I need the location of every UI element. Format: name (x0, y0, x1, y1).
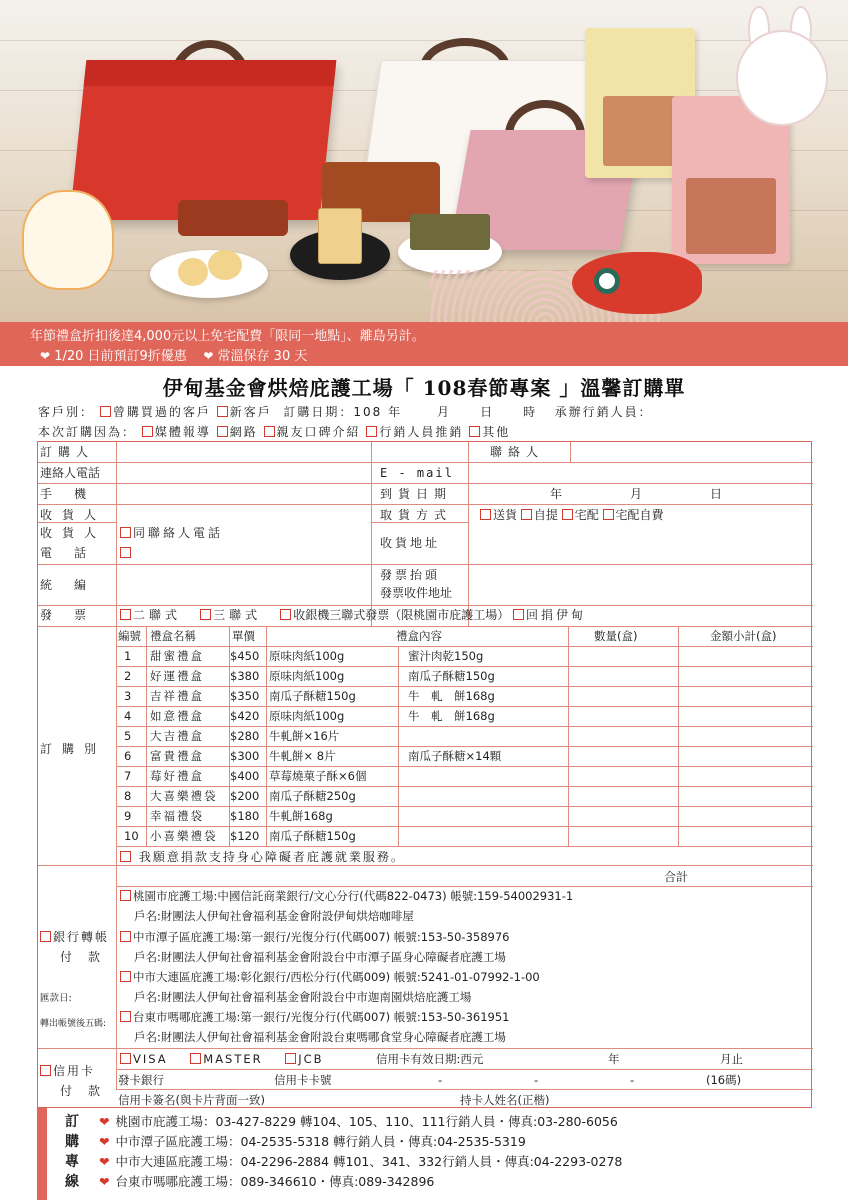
card-issuer-label: 發卡銀行 (118, 1073, 164, 1087)
order-row-content-1: 南瓜子酥糖250g (269, 789, 356, 803)
friend-checkbox[interactable] (264, 426, 275, 437)
hotline-label-char: 專 (65, 1154, 79, 1170)
order-row-price: $350 (230, 689, 260, 703)
order-month-label: 月 (436, 405, 451, 419)
order-row-amount-field[interactable] (682, 689, 808, 703)
order-row-name: 甜蜜禮盒 (150, 649, 204, 663)
cash-register-label: 收銀機三聯式發票（限桃園市庇護工場） (293, 608, 510, 622)
order-row-content-1: 草莓燒菓子酥×6個 (269, 769, 367, 783)
order-row-no: 5 (124, 729, 132, 743)
contact-phone-field[interactable] (120, 466, 368, 480)
order-row-name: 幸福禮袋 (150, 809, 204, 823)
bank-dalian-text: 中市大連區庇護工場:彰化銀行/西松分行(代碼009) 帳號:5241-01-07992-1-00 (133, 970, 540, 984)
order-row-qty-field[interactable] (572, 689, 674, 703)
card-holder-label: 持卡人姓名(正楷) (460, 1093, 550, 1107)
invoice-title-field[interactable] (472, 570, 808, 600)
heart-icon: ❤ (99, 1134, 110, 1149)
hotline-taoyuan (99, 1112, 618, 1130)
donate-option (120, 850, 405, 864)
three-part-label: 三聯式 (213, 608, 262, 622)
heart-icon: ❤ (99, 1174, 110, 1189)
donate-invoice-checkbox[interactable] (513, 609, 524, 620)
card-dash: - (534, 1073, 539, 1087)
order-row-amount-field[interactable] (682, 669, 808, 683)
order-row-price: $180 (230, 809, 260, 823)
total-field[interactable] (698, 869, 808, 883)
master-label: MASTER (203, 1052, 263, 1066)
contact-label: 聯絡人 (490, 445, 545, 459)
receiver-address-label: 收貨地址 (380, 536, 441, 550)
card-type-row (120, 1052, 324, 1066)
order-row-qty-field[interactable] (572, 769, 674, 783)
hotline-dalian (99, 1152, 622, 1170)
cash-register-checkbox[interactable] (280, 609, 291, 620)
order-row-price: $380 (230, 669, 260, 683)
order-row-qty-field[interactable] (572, 709, 674, 723)
bank-taoyuan-text: 桃園市庇護工場:中國信託商業銀行/文心分行(代碼822-0473) 帳號:159-54002931-1 (133, 889, 574, 903)
order-row-name: 富貴禮盒 (150, 749, 204, 763)
order-row-no: 4 (124, 709, 132, 723)
promo-discount: 1/20 日前預訂9折優惠 (54, 349, 187, 364)
card-dash: - (438, 1073, 443, 1087)
order-row-content-1: 原味肉紙100g (269, 709, 345, 723)
pickup-method-label: 取貨方式 (380, 508, 453, 522)
bank-line-8: 戶名:財團法人伊甸社會福利基金會附設台東嗎哪食堂身心障礙者庇護工場 (134, 1030, 506, 1044)
order-row-qty-field[interactable] (572, 669, 674, 683)
order-row-price: $200 (230, 789, 260, 803)
bank-taoyuan-checkbox[interactable] (120, 890, 131, 901)
order-row-qty-field[interactable] (572, 829, 674, 843)
order-day-label: 日 (480, 405, 495, 419)
hotline-taitung (99, 1172, 434, 1190)
order-row-amount-field[interactable] (682, 809, 808, 823)
new-customer-checkbox[interactable] (217, 406, 228, 417)
order-row-qty-field[interactable] (572, 789, 674, 803)
email-label: E - mail (380, 466, 454, 480)
credit-card-option (40, 1064, 95, 1078)
hotline-dalian-text: 中市大連區庇護工場：04-2296-2884 轉101、341、332行銷人員・傳真:04-2293-0278 (115, 1154, 623, 1169)
order-row-qty-field[interactable] (572, 809, 674, 823)
hotline-taoyuan-text: 桃園市庇護工場：03-427-8229 轉104、105、110、111行銷人員・傳真:03-280-6056 (115, 1114, 618, 1129)
email-field[interactable] (472, 466, 808, 480)
order-row-no: 1 (124, 649, 132, 663)
receiver-label: 收貨人 (40, 508, 107, 522)
order-row-no: 9 (124, 809, 132, 823)
promo-items (40, 345, 307, 364)
order-row-no: 8 (124, 789, 132, 803)
sales-person-label: 承辦行銷人員： (554, 405, 653, 419)
invoice-title-label: 發票抬頭 (380, 568, 441, 582)
order-row-price: $400 (230, 769, 260, 783)
other-label: 其他 (482, 425, 511, 439)
receiver-field[interactable] (120, 508, 368, 522)
bank-transfer-label: 銀行轉帳 (53, 930, 110, 944)
bank-line-1 (120, 889, 573, 903)
order-hotline-footer (37, 1108, 812, 1200)
pickup-options (480, 508, 664, 522)
two-part-checkbox[interactable] (120, 609, 131, 620)
card-expiry-month: 月止 (720, 1052, 743, 1066)
same-phone-label: 同聯絡人電話 (133, 526, 224, 540)
web-label: 網路 (229, 425, 258, 439)
mobile-label: 手機 (40, 487, 109, 501)
hotline-taitung-text: 台東市嗎哪庇護工場：089-346610・傳真:089-342896 (115, 1174, 435, 1189)
card-number-label: 信用卡卡號 (274, 1073, 332, 1087)
hotline-label-char: 購 (65, 1134, 79, 1150)
credit-card-label-2: 付 款 (60, 1084, 103, 1098)
delivery-year-label: 年 (550, 487, 563, 501)
jerky (178, 200, 288, 236)
returning-customer-checkbox[interactable] (100, 406, 111, 417)
deliver-checkbox[interactable] (480, 509, 491, 520)
hotline-tanzi (99, 1132, 526, 1150)
order-row-content-2: 牛 軋 餅168g (408, 709, 495, 723)
order-row-amount-field[interactable] (682, 749, 808, 763)
koi-fish-mascot (572, 252, 702, 314)
order-row-content-2: 牛 軋 餅168g (408, 689, 495, 703)
reason-row (38, 423, 510, 440)
order-row-no: 7 (124, 769, 132, 783)
web-checkbox[interactable] (217, 426, 228, 437)
col-header-price: 單價 (232, 629, 255, 643)
order-row-no: 10 (124, 829, 139, 843)
card-signature-label: 信用卡簽名(與卡片背面一致) (118, 1093, 265, 1107)
bank-taitung-text: 台東市嗎哪庇護工場:第一銀行/光復分行(代碼007) 帳號:153-50-361951 (133, 1010, 510, 1024)
order-row-amount-field[interactable] (682, 649, 808, 663)
order-row-name: 如意禮盒 (150, 709, 204, 723)
two-part-label: 二聯式 (133, 608, 182, 622)
contact-phone-label: 連絡人電話 (40, 466, 101, 480)
heart-icon: ❤ (99, 1114, 110, 1129)
contact-field[interactable] (574, 445, 804, 459)
orderer-field[interactable] (120, 445, 368, 459)
order-row-content-1: 牛軋餅168g (269, 809, 333, 823)
heart-icon: ❤ (99, 1154, 110, 1169)
reason-label: 本次訂購因為： (38, 425, 137, 439)
bank-line-3 (120, 930, 509, 944)
home-delivery-self-label: 宅配自費 (615, 508, 664, 522)
same-phone-option (120, 526, 223, 540)
credit-card-checkbox[interactable] (40, 1065, 51, 1076)
home-delivery-checkbox[interactable] (562, 509, 573, 520)
heart-icon: ❤ (203, 349, 214, 363)
card-expiry-year: 年 (608, 1052, 620, 1066)
order-hour-label: 時 (523, 405, 538, 419)
heart-icon: ❤ (40, 349, 51, 363)
self-pickup-label: 自提 (533, 508, 558, 522)
remit-date-label: 匯款日: (40, 993, 72, 1004)
sales-checkbox[interactable] (366, 426, 377, 437)
order-row-amount-field[interactable] (682, 789, 808, 803)
bank-tanzi-text: 中市潭子區庇護工場:第一銀行/光復分行(代碼007) 帳號:153-50-358976 (133, 930, 510, 944)
jcb-checkbox[interactable] (285, 1053, 296, 1064)
promo-banner (0, 322, 848, 366)
sales-label: 行銷人員推銷 (379, 425, 464, 439)
order-row-content-1: 南瓜子酥糖150g (269, 829, 356, 843)
order-row-no: 3 (124, 689, 132, 703)
order-row-amount-field[interactable] (682, 769, 808, 783)
three-part-checkbox[interactable] (200, 609, 211, 620)
form-title: 伊甸基金會烘焙庇護工場「 108春節專案 」溫馨訂購單 (162, 376, 686, 400)
col-header-amount: 金額小計(盒) (710, 629, 777, 643)
order-row-name: 小喜樂禮袋 (150, 829, 218, 843)
bunny-mascot (736, 30, 828, 126)
order-row-qty-field[interactable] (572, 729, 674, 743)
order-row-content-1: 南瓜子酥糖150g (269, 689, 356, 703)
hero-product-photo (0, 0, 848, 322)
order-row-no: 6 (124, 749, 132, 763)
visa-label: VISA (133, 1052, 168, 1066)
col-header-content: 禮盒內容 (396, 629, 442, 643)
credit-card-label: 信用卡 (53, 1064, 96, 1078)
home-delivery-self-checkbox[interactable] (603, 509, 614, 520)
order-form-grid (37, 441, 812, 1108)
delivery-month-label: 月 (630, 487, 643, 501)
order-row-price: $300 (230, 749, 260, 763)
order-row-content-2: 南瓜子酥糖150g (408, 669, 495, 683)
bank-line-6: 戶名:財團法人伊甸社會福利基金會附設台中市迦南園烘焙庇護工場 (134, 990, 472, 1004)
order-row-amount-field[interactable] (682, 829, 808, 843)
order-row-name: 吉祥禮盒 (150, 689, 204, 703)
customer-row (38, 403, 653, 420)
bank-transfer-label-2: 付 款 (60, 950, 103, 964)
col-header-no: 編號 (118, 629, 141, 643)
other-checkbox[interactable] (469, 426, 480, 437)
hotline-label (65, 1112, 79, 1192)
friend-label: 親友口碑介紹 (276, 425, 361, 439)
invoice-label: 發票 (40, 608, 109, 622)
order-row-price: $280 (230, 729, 260, 743)
pastry (178, 258, 208, 286)
receiver-address-field[interactable] (472, 528, 808, 558)
orderer-label: 訂購人 (40, 445, 95, 459)
receiver-phone-label-2: 電話 (40, 546, 109, 560)
order-row-amount-field[interactable] (682, 709, 808, 723)
other-phone-checkbox[interactable] (120, 547, 131, 558)
order-section-label: 訂購別 (40, 742, 107, 756)
seed-candy (410, 214, 490, 250)
visa-checkbox[interactable] (120, 1053, 131, 1064)
bank-line-7 (120, 1010, 509, 1024)
card-digits-hint: (16碼) (706, 1073, 742, 1087)
order-row-content-1: 原味肉紙100g (269, 649, 345, 663)
donate-checkbox[interactable] (120, 851, 131, 862)
cat-mascot (22, 190, 114, 290)
order-row-name: 好運禮盒 (150, 669, 204, 683)
promo-line: 年節禮盒折扣後達4,000元以上免宅配費「限同一地點」、離島另計。 (30, 329, 425, 344)
master-checkbox[interactable] (190, 1053, 201, 1064)
returning-customer-label: 曾購買過的客戶 (112, 405, 211, 419)
deliver-label: 送貨 (493, 508, 518, 522)
col-header-name: 禮盒名稱 (150, 629, 196, 643)
order-row-no: 2 (124, 669, 132, 683)
order-row-qty-field[interactable] (572, 649, 674, 663)
media-checkbox[interactable] (142, 426, 153, 437)
bank-transfer-checkbox[interactable] (40, 931, 51, 942)
invoice-address-label: 發票收件地址 (380, 586, 453, 600)
other-phone-option (120, 546, 133, 560)
pastry (208, 250, 242, 280)
bank-dalian-checkbox[interactable] (120, 971, 131, 982)
order-row-content-2: 蜜汁肉乾150g (408, 649, 484, 663)
tax-id-label: 統編 (40, 578, 109, 592)
col-header-qty: 數量(盒) (594, 629, 638, 643)
crackers (318, 208, 362, 264)
total-label: 合計 (664, 870, 689, 884)
bank-tanzi-checkbox[interactable] (120, 931, 131, 942)
jcb-label: JCB (298, 1052, 324, 1066)
hotline-tanzi-text: 中市潭子區庇護工場：04-2535-5318 轉行銷人員・傳真:04-2535-5319 (115, 1134, 526, 1149)
order-row-amount-field[interactable] (682, 729, 808, 743)
last5-label: 轉出帳號後五碼: (40, 1019, 107, 1029)
order-row-price: $120 (230, 829, 260, 843)
red-gift-box (70, 60, 337, 220)
order-row-name: 大喜樂禮袋 (150, 789, 218, 803)
order-row-content-2: 南瓜子酥糖×14顆 (408, 749, 502, 763)
promo-storage: 常溫保存 30 天 (217, 349, 308, 364)
hotline-label-char: 線 (65, 1174, 79, 1190)
order-row-name: 莓好禮盒 (150, 769, 204, 783)
card-dash: - (630, 1073, 635, 1087)
invoice-options (120, 608, 586, 622)
delivery-date-label: 到貨日期 (380, 487, 453, 501)
bank-line-2: 戶名:財團法人伊甸社會福利基金會附設伊甸烘焙咖啡屋 (134, 909, 414, 923)
order-row-qty-field[interactable] (572, 749, 674, 763)
donate-label: 我願意捐款支持身心障礙者庇護就業服務。 (138, 850, 405, 864)
order-date-label: 訂購日期：108 年 (283, 405, 403, 419)
order-row-content-1: 牛軋餅×16片 (269, 729, 340, 743)
mobile-field[interactable] (120, 487, 368, 501)
customer-label: 客戶別： (38, 405, 95, 419)
home-delivery-label: 宅配 (574, 508, 599, 522)
same-phone-checkbox[interactable] (120, 527, 131, 538)
delivery-day-label: 日 (710, 487, 723, 501)
order-row-name: 大吉禮盒 (150, 729, 204, 743)
order-row-price: $420 (230, 709, 260, 723)
order-row-content-1: 原味肉紙100g (269, 669, 345, 683)
footer-accent-bar (37, 1108, 47, 1200)
order-row-content-1: 牛軋餅× 8片 (269, 749, 336, 763)
receiver-phone-label-1: 收貨人 (40, 526, 107, 540)
self-pickup-checkbox[interactable] (521, 509, 532, 520)
bank-line-5 (120, 970, 540, 984)
donate-invoice-label: 回捐伊甸 (526, 608, 587, 622)
new-customer-label: 新客戶 (229, 405, 272, 419)
media-label: 媒體報導 (154, 425, 211, 439)
bank-transfer-option (40, 930, 109, 944)
hotline-label-char: 訂 (65, 1114, 79, 1130)
card-expiry-label: 信用卡有效日期:西元 (376, 1052, 484, 1066)
tax-id-field[interactable] (120, 570, 368, 600)
order-row-price: $450 (230, 649, 260, 663)
bank-taitung-checkbox[interactable] (120, 1011, 131, 1022)
bank-line-4: 戶名:財團法人伊甸社會福利基金會附設台中市潭子區身心障礙者庇護工場 (134, 950, 506, 964)
